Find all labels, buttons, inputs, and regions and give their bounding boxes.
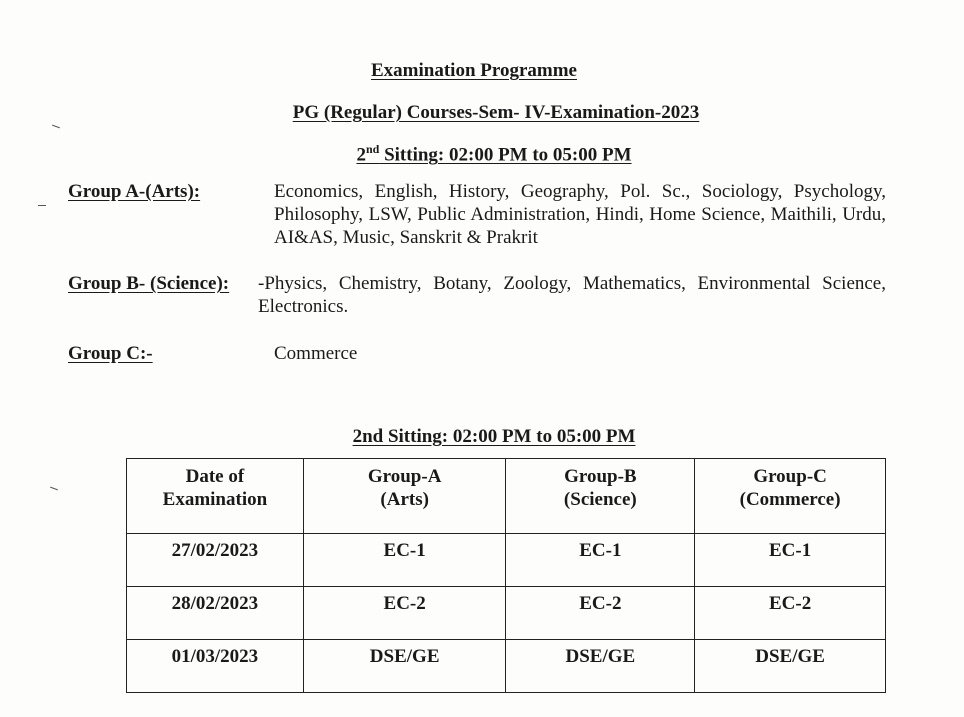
scan-mark — [38, 205, 46, 206]
header-group-c-line2: (Commerce) — [739, 489, 841, 510]
header-date-line1: Date of — [185, 466, 245, 487]
schedule-caption: 2nd Sitting: 02:00 PM to 05:00 PM — [352, 426, 636, 447]
group-a-paper: EC-2 — [303, 587, 506, 640]
group-b-label: Group B- (Science): — [68, 273, 230, 294]
header-group-c-line1: Group-C — [753, 466, 827, 487]
sitting-ordinal: nd — [365, 142, 380, 156]
sitting-number: 2 — [356, 144, 366, 166]
document-title: Examination Programme — [371, 60, 577, 81]
table-row — [127, 640, 886, 693]
document-subtitle: PG (Regular) Courses-Sem- IV-Examination-2023 — [292, 102, 700, 123]
scan-mark — [52, 125, 60, 129]
group-c-paper: DSE/GE — [695, 640, 886, 693]
exam-date: 01/03/2023 — [127, 640, 304, 693]
group-a-paper: EC-1 — [303, 534, 506, 587]
header-date-line2: Examination — [162, 489, 268, 510]
header-group-c — [695, 459, 886, 534]
group-c-paper: EC-1 — [695, 534, 886, 587]
group-b-subjects-text: -Physics, Chemistry, Botany, Zoology, Mathematics, Environmental Science, Electronics. — [258, 273, 886, 317]
group-c-paper: EC-2 — [695, 587, 886, 640]
group-b-paper: DSE/GE — [506, 640, 695, 693]
sitting-heading — [12, 142, 964, 166]
table-row — [127, 534, 886, 587]
header-group-b-line1: Group-B — [564, 466, 637, 487]
exam-date: 28/02/2023 — [127, 587, 304, 640]
header-group-a-line2: (Arts) — [380, 489, 429, 510]
scan-mark — [50, 487, 58, 491]
group-c-label: Group C:- — [68, 343, 153, 364]
group-b-paper: EC-1 — [506, 534, 695, 587]
group-c-subjects: Commerce — [274, 343, 358, 364]
exam-date: 27/02/2023 — [127, 534, 304, 587]
table-row — [127, 587, 886, 640]
group-a-subjects: Economics, English, History, Geography, Pol. Sc., Sociology, Psychology, Philosophy, LSW, Public Administration, Hindi, Home Science, Maithili, Urdu, AI&AS, Music, Sanskrit & Prakrit — [274, 181, 886, 248]
group-a-paper: DSE/GE — [303, 640, 506, 693]
table-header-row — [127, 459, 886, 534]
header-group-b — [506, 459, 695, 534]
header-group-b-line2: (Science) — [563, 489, 637, 510]
group-b-subjects — [258, 272, 886, 318]
header-group-a-line1: Group-A — [367, 466, 442, 487]
header-date — [127, 459, 304, 534]
group-b-paper: EC-2 — [506, 587, 695, 640]
header-group-a — [303, 459, 506, 534]
schedule-table — [126, 458, 886, 693]
sitting-time: Sitting: 02:00 PM to 05:00 PM — [379, 144, 632, 166]
group-a-label: Group A-(Arts): — [68, 181, 201, 202]
